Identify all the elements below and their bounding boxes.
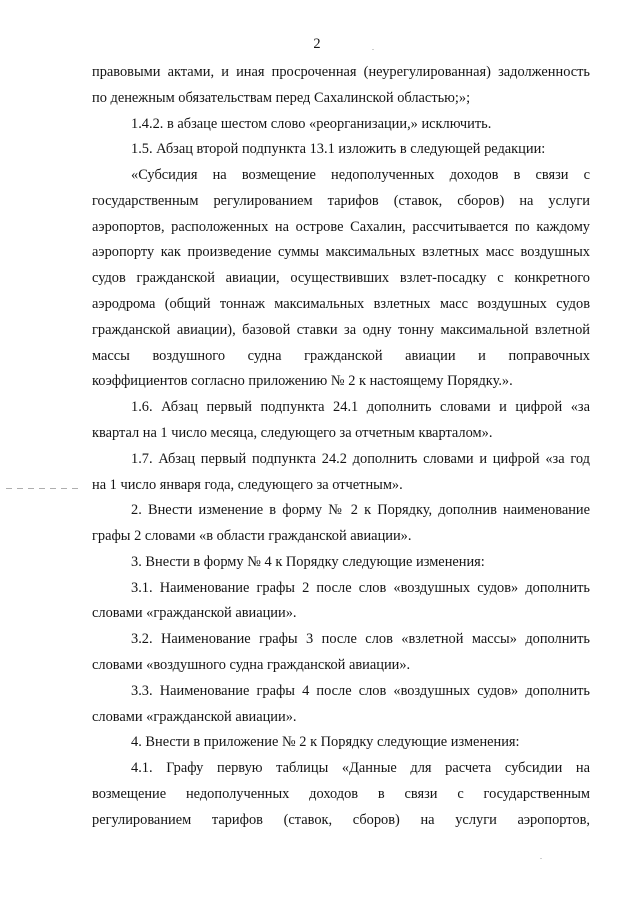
text-line: графы 2 словами «в области гражданской авиации». [92, 528, 412, 544]
text-line: 3.2. Наименование графы 3 после слов «взлетной массы» дополнить [131, 631, 590, 647]
text-line: 2. Внести изменение в форму № 2 к Порядку, дополнив наименование [131, 502, 590, 518]
text-line: 4.1. Графу первую таблицы «Данные для расчета субсидии на [131, 760, 590, 776]
text-line: словами «воздушного судна гражданской авиации». [92, 657, 411, 673]
text-line: 1.5. Абзац второй подпункта 13.1 изложить в следующей редакции: [131, 141, 546, 157]
text-line: 4. Внести в приложение № 2 к Порядку следующие изменения: [131, 734, 520, 750]
scan-artifact-dot [372, 49, 374, 50]
text-line: коэффициентов согласно приложению № 2 к настоящему Порядку.». [92, 373, 513, 389]
text-line: аэропортов, расположенных на острове Сахалин, рассчитывается по каждому [92, 219, 590, 235]
text-line: 3.1. Наименование графы 2 после слов «воздушных судов» дополнить [131, 580, 590, 596]
text-line: по денежным обязательствам перед Сахалинской областью;»; [92, 90, 471, 106]
text-line: судов гражданской авиации, осуществивших взлет-посадку с конкретного [92, 270, 590, 286]
scan-artifact-dot [540, 858, 542, 859]
text-line: «Субсидия на возмещение недополученных доходов в связи с [131, 167, 590, 183]
page-number: 2 [313, 36, 321, 52]
text-line: аэропорту как произведение суммы максимальных взлетных масс воздушных [92, 244, 590, 260]
text-line: 3. Внести в форму № 4 к Порядку следующие изменения: [131, 554, 485, 570]
text-line: словами «гражданской авиации». [92, 709, 297, 725]
text-line: словами «гражданской авиации». [92, 605, 297, 621]
text-line: аэродрома (общий тоннаж максимальных взлетных масс воздушных судов [92, 296, 590, 312]
text-line: государственным регулированием тарифов (ставок, сборов) на услуги [92, 193, 590, 209]
text-line: 1.7. Абзац первый подпункта 24.2 дополнить словами и цифрой «за год [131, 451, 590, 467]
text-line: регулированием тарифов (ставок, сборов) на услуги аэропортов, [92, 812, 590, 828]
text-line: гражданской авиации), базовой ставки за одну тонну максимальной взлетной [92, 322, 590, 338]
text-line: возмещение недополученных доходов в связи с государственным [92, 786, 590, 802]
text-line: массы воздушного судна гражданской авиации и поправочных [92, 348, 590, 364]
scan-artifact-dashes [6, 488, 78, 489]
text-line: 3.3. Наименование графы 4 после слов «воздушных судов» дополнить [131, 683, 590, 699]
text-line: на 1 число января года, следующего за отчетным». [92, 477, 403, 493]
text-line: квартал на 1 число месяца, следующего за отчетным кварталом». [92, 425, 493, 441]
text-line: 1.4.2. в абзаце шестом слово «реорганизации,» исключить. [131, 116, 492, 132]
text-line: правовыми актами, и иная просроченная (неурегулированная) задолженность [92, 64, 590, 80]
text-line: 1.6. Абзац первый подпункта 24.1 дополнить словами и цифрой «за [131, 399, 590, 415]
